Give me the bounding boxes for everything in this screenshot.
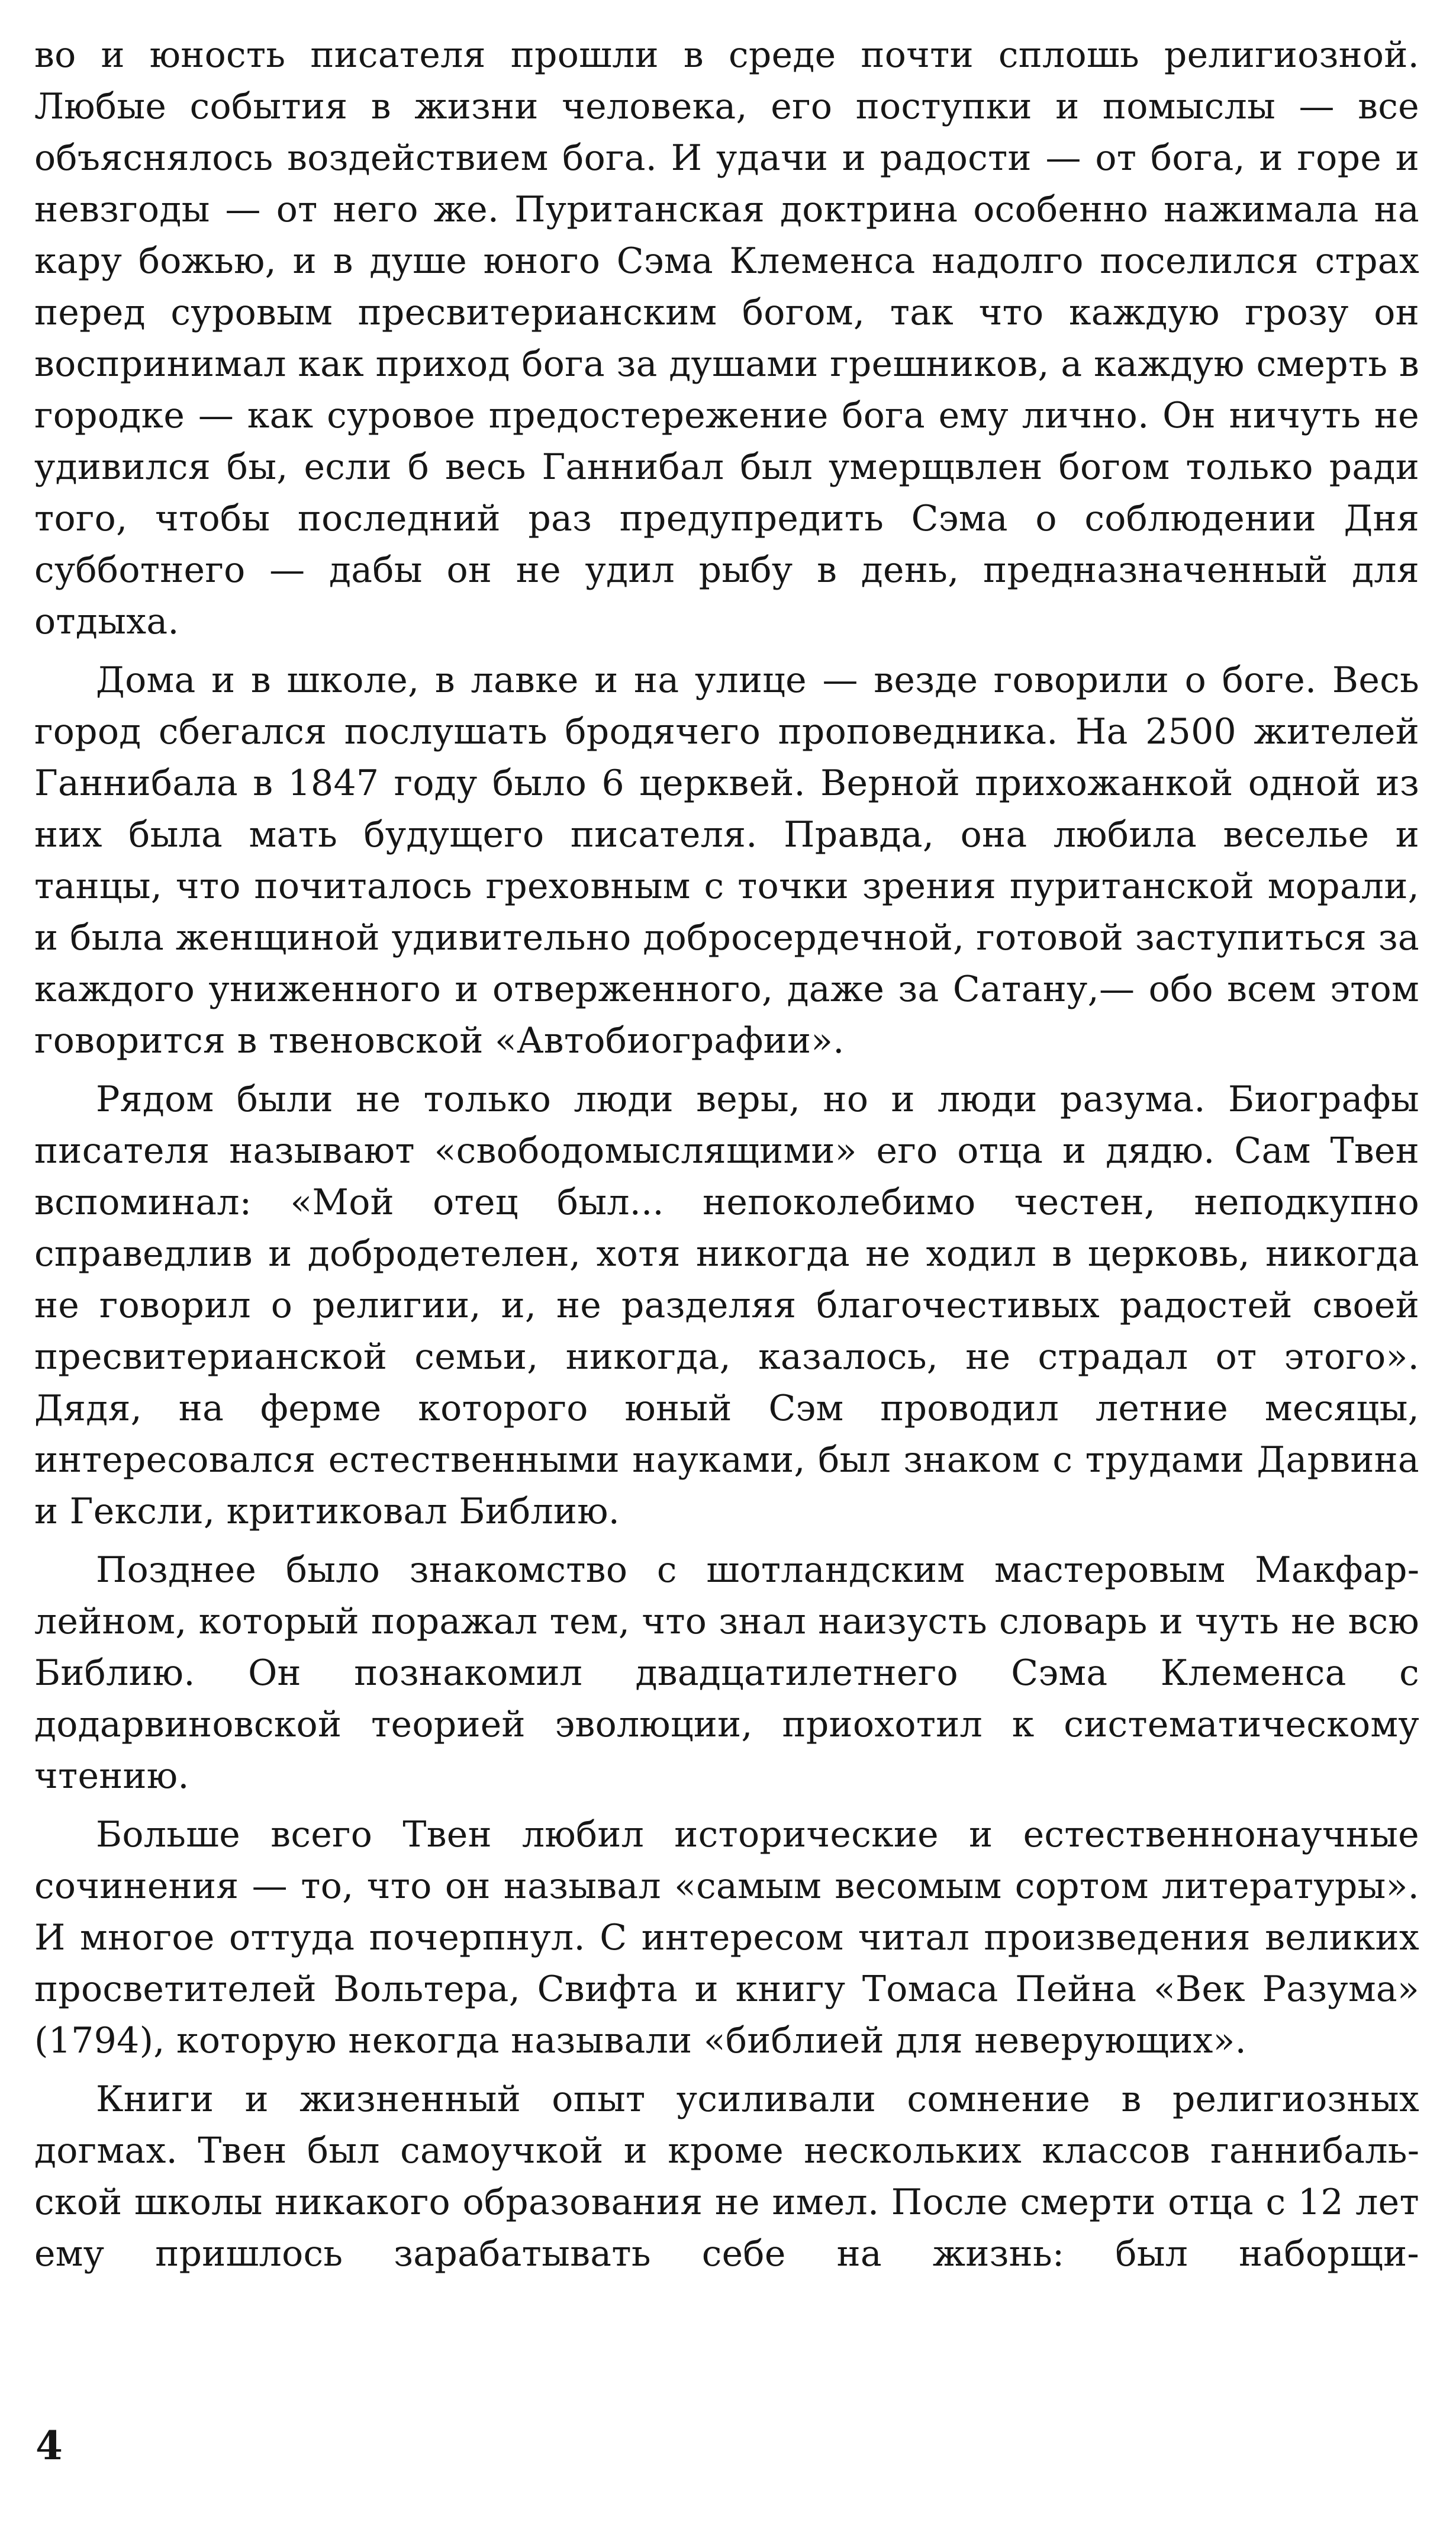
paragraph-1: во и юность писателя прошли в среде почти сплошь религиозной. Любые события в жизни человека, его поступки и помыслы — все объяснялось воздействием бога. И удачи и радости — от бога, и горе и невзгоды — от него же. Пуританская доктрина особенно нажимала на кару божью, и в душе юного Сэма Клеменса надолго поселился страх перед суровым пресвитерианским богом, так что каждую грозу он воспринимал как приход бога за душами грешников, а каждую смерть в городке — как суровое предостережение бога ему лично. Он ничуть не удивился бы, если б весь Ганнибал был умерщвлен богом только ради того, чтобы последний раз предупредить Сэма о соблюдении Дня субботнего — дабы он не удил рыбу в день, предназначенный для отдыха. [34,34,1419,642]
paragraph-3: Рядом были не только люди веры, но и люди разума. Биографы писателя называют «свободомыслящими» его отца и дядю. Сам Твен вспоминал: «Мой отец был... непоколебимо честен, неподкупно справедлив и добродетелен, хотя никогда не ходил в церковь, никогда не говорил о религии, и, не разделяя благочестивых радостей своей пресвитерианской семьи, никогда, казалось, не страдал от этого». Дядя, на ферме которого юный Сэм проводил летние месяцы, интересовался естественными науками, был знаком с трудами Дарвина и Гексли, критиковал Библию. [34,1079,1419,1532]
paragraph-4: Позднее было знакомство с шотландским мастеровым Макфарлейном, который поражал тем, что знал наизусть словарь и чуть не всю Библию. Он познакомил двадцатилетнего Сэма Клеменса с додарвиновской теорией эволюции, приохотил к систематическому чтению. [34,1549,1419,1797]
book-page [34,30,1419,2486]
paragraph-5: Больше всего Твен любил исторические и естественнонаучные сочинения — то, что он называл «самым весомым сортом литературы». И многое оттуда почерпнул. С интересом читал произведения великих просветителей Вольтера, Свифта и книгу Томаса Пейна «Век Разума» (1794), которую некогда называли «библией для неверующих». [34,1814,1419,2061]
paragraph-6: Книги и жизненный опыт усиливали сомнение в религиозных догмах. Твен был самоучкой и кроме нескольких классов ганнибальской школы никакого образования не имел. После смерти отца с 12 лет ему пришлось зарабатывать себе на жизнь: был наборщи- [34,2079,1419,2275]
page-number: 4 [36,2423,63,2469]
paragraph-2: Дома и в школе, в лавке и на улице — везде говорили о боге. Весь город сбегался послушать бродячего проповедника. На 2500 жителей Ганнибала в 1847 году было 6 церквей. Верной прихожанкой одной из них была мать будущего писателя. Правда, она любила веселье и танцы, что почиталось греховным с точки зрения пуританской морали, и была женщиной удивительно добросердечной, готовой заступиться за каждого униженного и отверженного, даже за Сатану,— обо всем этом говорится в твеновской «Автобиографии». [34,660,1419,1061]
